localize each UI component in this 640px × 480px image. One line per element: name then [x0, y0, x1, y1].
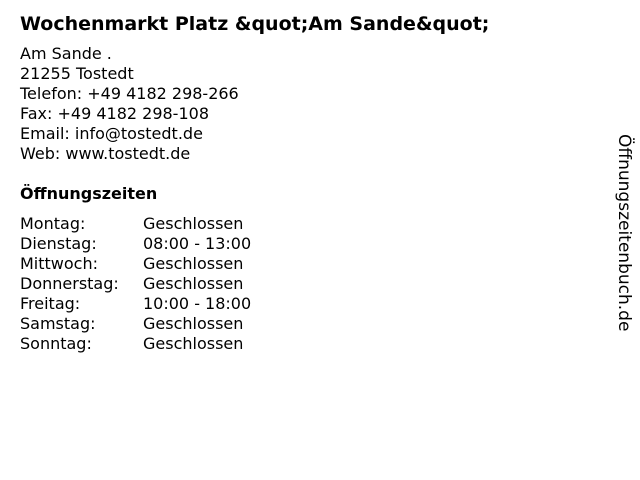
hours-row-sunday [20, 334, 251, 354]
fax-number: Fax: +49 4182 298-108 [20, 104, 209, 123]
time-value: 08:00 - 13:00 [143, 234, 252, 253]
time-value: Geschlossen [143, 274, 244, 293]
time-value: Geschlossen [143, 314, 244, 333]
day-label: Sonntag: [20, 334, 92, 353]
website: Web: www.tostedt.de [20, 144, 191, 163]
hours-row-tuesday [20, 234, 251, 254]
email-address: Email: info@tostedt.de [20, 124, 203, 143]
opening-hours-table [20, 214, 251, 354]
hours-heading: Öffnungszeiten [20, 184, 158, 203]
hours-row-thursday [20, 274, 251, 294]
hours-row-saturday [20, 314, 251, 334]
time-value: 10:00 - 18:00 [143, 294, 252, 313]
page-title: Wochenmarkt Platz &quot;Am Sande&quot; [20, 13, 490, 35]
hours-row-monday [20, 214, 251, 234]
day-label: Mittwoch: [20, 254, 98, 273]
time-value: Geschlossen [143, 254, 244, 273]
hours-row-friday [20, 294, 251, 314]
day-label: Freitag: [20, 294, 81, 313]
day-label: Montag: [20, 214, 86, 233]
address-street: Am Sande . [20, 44, 112, 63]
phone-number: Telefon: +49 4182 298-266 [20, 84, 239, 103]
time-value: Geschlossen [143, 214, 244, 233]
address-city: 21255 Tostedt [20, 64, 134, 83]
day-label: Dienstag: [20, 234, 97, 253]
time-value: Geschlossen [143, 334, 244, 353]
day-label: Donnerstag: [20, 274, 119, 293]
hours-row-wednesday [20, 254, 251, 274]
brand-watermark: Öffnungszeitenbuch.de [614, 134, 634, 332]
contact-block [20, 44, 239, 164]
day-label: Samstag: [20, 314, 96, 333]
